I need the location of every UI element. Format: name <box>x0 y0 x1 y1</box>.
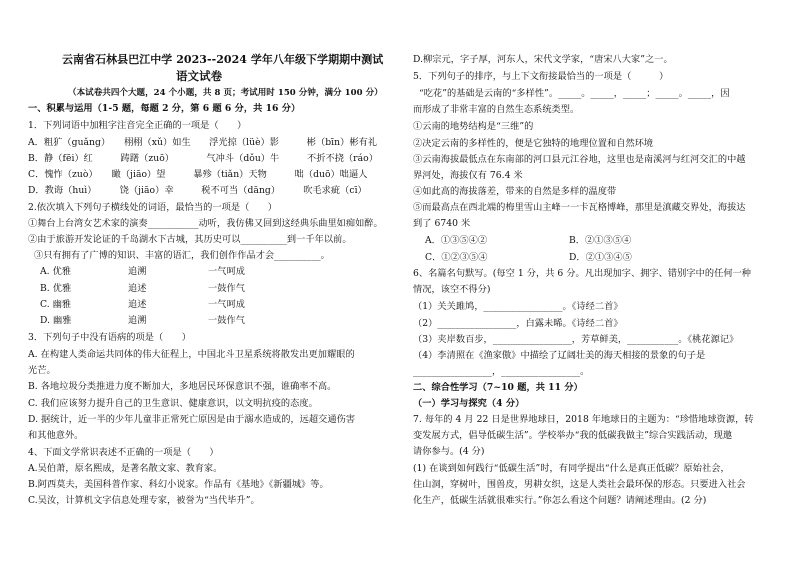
exam-info: （本试卷共四个大题，24 个小题，共 8 页；考试用时 150 分钟，满分 100 分） <box>68 88 383 98</box>
q5-item-3-cont: 界河处，海拔仅有 76.4 米 <box>413 170 523 181</box>
q2-option-b-word2: 追述 <box>128 283 147 294</box>
q6-line-3: （3）夹岸数百步，_________________，芳草鲜美，___________。《桃花源记》 <box>413 334 739 345</box>
q3-option-b: B. 各地垃圾分类推进力度不断加大，多地居民环保意识不强，谁确率不高。 <box>28 381 337 392</box>
q1-stem: 1．下列词语中加粗字注音完全正确的一项是（ ） <box>28 120 247 131</box>
q5-option-d: D．②①③④⑤ <box>569 252 632 263</box>
q1-option-b: B．静（fēi）红 踌躇（zuō） 气冲斗（dǒu）牛 不折不挠（ráo） <box>28 153 378 164</box>
q5-lead-1: “吃花”的基础是云南的“多样性”。_____。_____，_____；_____。_____，因 <box>419 88 730 99</box>
q5-item-4: ④如此高的海拔落差，带来的自然是多样的温度带 <box>413 186 617 197</box>
q3-option-a-cont: 光芒。 <box>28 365 56 376</box>
q2-option-d-word3: 一鼓作气 <box>208 315 245 326</box>
q2-option-c-word1: C. 幽雅 <box>40 299 72 310</box>
exam-title: 云南省石林县巴江中学 2023--2024 学年八年级下学期期中测试 <box>62 53 384 66</box>
q6-line-4: （4）李清照在《渔家傲》中描绘了辽阔壮美的海天相接的景象的句子是 <box>413 350 706 361</box>
q4-stem: 4、下面文学常识表述不正确的一项是（ ） <box>28 447 219 458</box>
q1-option-a: A．粗犷（guǎng） 栩栩（xǔ）如生 浮光掠（lüè）影 彬（bīn）彬有礼 <box>28 137 378 148</box>
q5-lead-2: 而形成了非常丰富的自然生态系统类型。 <box>413 104 580 115</box>
q4-option-a: A.吴伯萧，原名熙成，是著名散文家、教育家。 <box>28 463 223 474</box>
q2-sentence-3: ③只有拥有了广博的知识、丰富的语汇，我们创作作品才会__________。 <box>34 250 330 261</box>
q4-option-d: D.柳宗元，字子厚，河东人，宋代文学家，“唐宋八大家”之一。 <box>413 54 673 65</box>
q5-item-5-cont: 到了 6740 米 <box>413 218 471 229</box>
q2-option-b-word1: B. 优雅 <box>40 283 72 294</box>
exam-subtitle: 语文试卷 <box>176 69 223 83</box>
q2-stem: 2.依次填入下列句子横线处的词语，最恰当的一项是（ ） <box>28 202 278 213</box>
q2-option-b-word3: 一鼓作气 <box>208 283 245 294</box>
q5-option-c: C．①②③⑤④ <box>425 252 488 263</box>
q1-option-d: D．教诲（huì） 饶（jiāo）幸 税不可当（dāng） 吹毛求疵（cī） <box>28 185 367 196</box>
q2-option-a-word3: 一气呵成 <box>208 266 245 277</box>
q2-option-a-word2: 追溯 <box>128 266 147 277</box>
q3-option-d: D. 据统计，近一半的少年儿童非正常死亡原因是由于溺水造成的，远超交通伤害 <box>28 414 356 425</box>
q2-sentence-2: ②由于旅游开发论证的千岛湖水下古城，其历史可以__________到一千年以前。 <box>28 234 352 245</box>
q5-item-2: ②决定云南的多样性的，便是它独特的地理位置和自然环境 <box>413 138 654 149</box>
q2-option-c-word3: 一气呵成 <box>208 299 245 310</box>
q5-option-a: A．①③⑤④② <box>425 235 488 246</box>
section2-heading: 二、综合性学习（7~10 题，共 11 分） <box>413 382 583 393</box>
q1-option-c: C．愧怍（zuò） 瞰（jiāo）望 暴殄（tiǎn）天物 咄（duō）咄逼人 <box>28 169 368 180</box>
q5-stem: 5．下列句子的排序，与上下文衔接最恰当的一项是（ ） <box>413 71 669 82</box>
q2-sentence-1: ①舞台上台湾女艺术家的演奏___________动听，我仿佛又回到这经典乐曲里如痴如醉。 <box>28 218 383 229</box>
q4-option-b: B.阿西莫夫，美国科普作家、科幻小说家。作品有《基地》《新疆城》等。 <box>28 479 329 490</box>
q3-option-d-cont: 和其他意外。 <box>28 430 84 441</box>
q3-stem: 3．下列句子中没有语病的项是（ ） <box>28 332 191 343</box>
q7-para-3: 请你参与。(4 分) <box>413 446 485 457</box>
q5-item-1: ①云南的地势结构是“三维”的 <box>413 121 534 132</box>
q7-para-1: 7. 每年的 4 月 22 日是世界地球日，2018 年地球日的主题为：“珍惜地球资源，转 <box>413 414 754 425</box>
q5-item-5: ⑤而最高点在西北端的梅里雪山主峰一一卡瓦格博峰，那里是滇藏交界处，海拔达 <box>413 202 746 213</box>
q6-line-2: （2）_________________，白露未晞。《诗经二首》 <box>413 318 623 329</box>
q2-option-d-word2: 追溯 <box>128 315 147 326</box>
q4-option-c: C.吴汝，计算机文字信息处理专家，被誉为“当代毕升”。 <box>28 495 260 506</box>
q6-stem-cont: 情况，该空不得分) <box>413 284 491 295</box>
q2-option-a-word1: A. 优雅 <box>40 266 72 277</box>
q6-line-1: （1）关关雎鸠，_________________。《诗经二首》 <box>413 301 623 312</box>
q6-stem: 6、名篇名句默写。(每空 1 分，共 6 分。凡出现加字、拥字、错别字中的任何一种 <box>413 268 752 279</box>
q2-option-d-word1: D. 幽雅 <box>40 315 72 326</box>
section2-subheading: （一）学习与探究（4 分） <box>413 398 525 409</box>
q2-option-c-word2: 追述 <box>128 299 147 310</box>
q3-option-c: C. 我们应该努力提升自己的卫生意识、健康意识，以文明抗疫的态度。 <box>28 398 318 409</box>
q7-sub1-line-3: 化生产，低碳生活就很难实行。”你怎么看这个问题？请阐述理由。(2 分) <box>413 495 707 506</box>
q7-para-2: 变发展方式，倡导低碳生活”。学校举办“我的低碳我做主”综合实践活动，现邀 <box>413 430 733 441</box>
q7-sub1-line-1: (1) 在谈到如何践行“低碳生活”时，有同学提出“什么是真正低碳？原始社会， <box>413 463 730 474</box>
q3-option-a: A. 在构建人类命运共同体的伟大征程上，中国北斗卫星系统将散发出更加耀眼的 <box>28 349 355 360</box>
section1-heading: 一、积累与运用（1-5 题，每题 2 分，第 6 题 6 分，共 16 分） <box>28 103 301 114</box>
q5-option-b: B．②①③⑤④ <box>569 235 632 246</box>
q6-line-5: _________________，_________________。 <box>413 366 590 377</box>
q7-sub1-line-2: 住山洞，穿树叶，围兽皮，男耕女织，这是人类社会最环保的形态。只要进入社会 <box>413 479 746 490</box>
q5-item-3: ③云南海拔最低点在东南部的河口县元江谷地，这里也是南溪河与红河交汇的中越 <box>413 154 746 165</box>
